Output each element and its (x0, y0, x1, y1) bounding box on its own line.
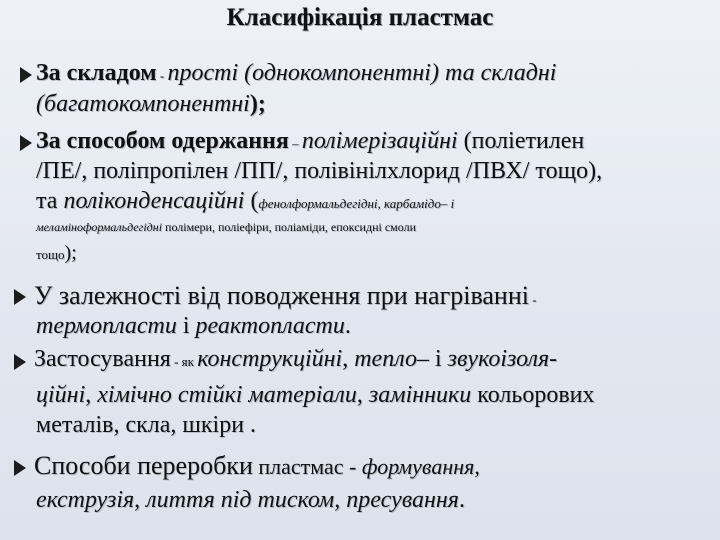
heating-text: У залежності від поводження при нагріванні (34, 281, 529, 310)
processing-label: Способи переробки (34, 451, 253, 480)
method-label: За способом одержання (36, 128, 289, 154)
polymerization-term: полімерізаційні (301, 128, 458, 154)
separator: - (156, 68, 168, 83)
usage-label: Застосування (34, 346, 171, 372)
dot: . (458, 487, 465, 513)
metals-text: металів, скла, шкіри . (36, 412, 257, 438)
and-word: і (176, 313, 196, 339)
colored-word: кольорових (477, 382, 595, 408)
composition-text: прості (однокомпонентні) та складні (167, 60, 557, 86)
substitutes-term: замінники (368, 382, 478, 408)
bullet-composition-line-1 (36, 60, 556, 87)
processing-methods: лиття під тиском, пресування (146, 487, 459, 513)
extrusion-term: екструзія (36, 487, 135, 513)
arrow-bullet-icon (14, 354, 26, 370)
bullet-method-line-2 (36, 158, 602, 185)
comma: , (356, 382, 369, 408)
and-word: і (434, 346, 448, 372)
etc: тощо (36, 247, 65, 262)
comma: , (342, 346, 355, 372)
bullet-heating-line-2 (36, 313, 351, 340)
bullet-heating-line-1 (34, 281, 537, 311)
thermosets-term: реактопласти (195, 313, 345, 339)
thermoplastics-term: термопласти (36, 313, 177, 339)
insulating-term: ційні (36, 382, 86, 408)
comma: , (134, 487, 147, 513)
method-text: (поліетилен (457, 128, 585, 154)
arrow-bullet-icon (14, 460, 26, 476)
method-and: та (36, 188, 64, 214)
composition-end: ); (249, 91, 266, 117)
bullet-usage-line-3 (36, 412, 256, 439)
structural-term: конструкційні (197, 346, 343, 372)
separator: – (288, 136, 302, 151)
bullet-method-line-5 (36, 242, 77, 265)
bullet-usage-line-2 (36, 382, 595, 409)
bullet-processing-line-2 (36, 487, 465, 514)
bullet-composition-line-2 (36, 91, 266, 118)
comma: , (474, 454, 480, 479)
chemical-resistant-term: хімічно стійкі матеріали (97, 382, 357, 408)
heat-term: тепло– (354, 346, 435, 372)
dot: . (344, 313, 351, 339)
forming-term: формування (361, 454, 475, 479)
sound-term: звукоізоля- (447, 346, 558, 372)
arrow-bullet-icon (20, 135, 32, 151)
melamine-term: меламіноформальдегідні (36, 220, 163, 234)
bullet-method-line-3 (36, 188, 454, 215)
method-examples: /ПЕ/, поліпропілен /ПП/, полівінілхлорид /ПВХ/ тощо), (36, 158, 603, 184)
arrow-bullet-icon (20, 67, 32, 83)
polymer-list: полімери, поліефіри, поліаміди, епоксидні смоли (162, 220, 416, 234)
polycondensation-term: поліконденсаційні (63, 188, 245, 214)
bullet-method-line-1 (36, 128, 584, 155)
separator: - (528, 292, 537, 307)
composition-label: За складом (36, 60, 157, 86)
bullet-processing-line-1 (34, 451, 480, 481)
usage-as: - як (170, 354, 198, 369)
bullet-method-line-4 (36, 220, 416, 236)
comma: , (85, 382, 98, 408)
composition-text-2: (багатокомпонентні (36, 91, 250, 117)
processing-mid: пластмас - (252, 454, 362, 479)
page-title: Класифікація пластмас (226, 4, 494, 31)
arrow-bullet-icon (14, 289, 26, 305)
method-end: ); (64, 242, 77, 264)
paren-open: ( (244, 188, 259, 214)
bullet-usage-line-1 (34, 346, 557, 373)
polycondensation-examples: фенолформальдегідні, карбамідо– і (258, 196, 455, 211)
